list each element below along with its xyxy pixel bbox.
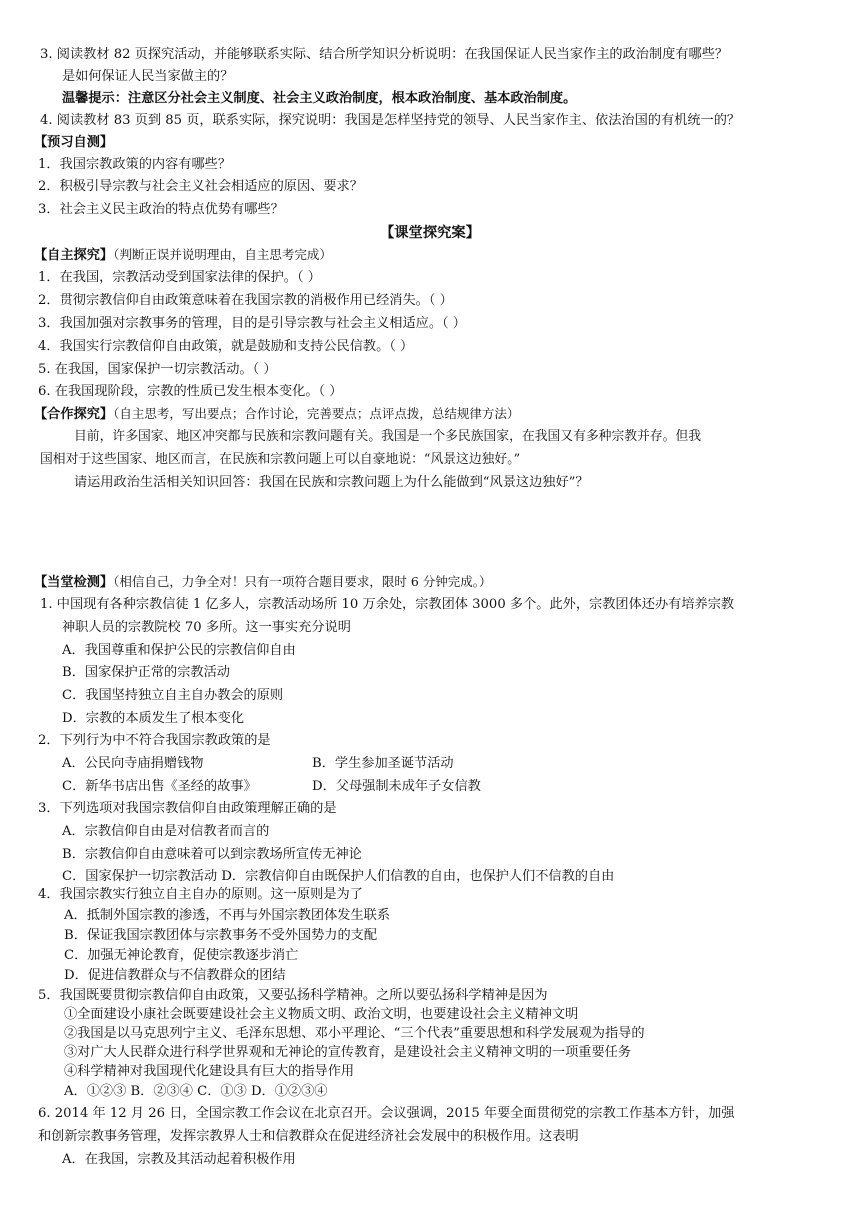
test-q2-option-c: C．新华书店出售《圣经的故事》: [62, 779, 257, 794]
test-q1-line-2: 神职人员的宗教院校 70 多所。这一事实充分说明: [62, 620, 351, 635]
preview-item-3: 3．社会主义民主政治的特点优势有哪些？: [38, 202, 284, 217]
test-q4-option-d: D．促进信教群众与不信教群众的团结: [64, 968, 286, 983]
question-3-line-2: 是如何保证人民当家做主的？: [62, 69, 234, 84]
test-q5-stem: 5．我国既要贯彻宗教信仰自由政策，又要弘扬科学精神。之所以要弘扬科学精神是因为: [38, 988, 548, 1003]
judgement-item-2: 2．贯彻宗教信仰自由政策意味着在我国宗教的消极作用已经消失。（ ）: [38, 293, 453, 308]
test-q5-statement-2: ②我国是以马克思列宁主义、毛泽东思想、邓小平理论、“三个代表”重要思想和科学发展观为指导的: [64, 1026, 645, 1041]
test-q1-option-b: B．国家保护正常的宗教活动: [62, 665, 230, 680]
judgement-item-6: 6. 在我国现阶段，宗教的性质已发生根本变化。（ ）: [38, 384, 343, 399]
inquiry-material-line-2: 国相对于这些国家、地区而言，在民族和宗教问题上可以自豪地说：“风景这边独好。”: [40, 452, 521, 467]
test-q4-option-c: C．加强无神论教育，促使宗教逐步消亡: [64, 948, 299, 963]
cooperative-inquiry-heading: [34, 403, 519, 425]
test-q5-statement-1: ①全面建设小康社会既要建设社会主义物质文明、政治文明，也要建设社会主义精神文明: [64, 1007, 579, 1022]
inquiry-question: 请运用政治生活相关知识回答：我国在民族和宗教问题上为什么能做到“风景这边独好”？: [74, 475, 589, 490]
section-title-classroom-inquiry: 【课堂探究案】: [379, 225, 481, 241]
test-q1-option-d: D．宗教的本质发生了根本变化: [62, 711, 245, 726]
test-q4-stem: 4．我国宗教实行独立自主自办的原则。这一原则是为了: [38, 887, 363, 902]
self-inquiry-label: 【自主探究】: [34, 248, 114, 263]
test-q4-option-a: A．抵制外国宗教的渗透，不再与外国宗教团体发生联系: [64, 908, 391, 923]
in-class-test-label: 【当堂检测】: [34, 575, 114, 590]
inquiry-material-line-1: 目前，许多国家、地区冲突都与民族和宗教问题有关。我国是一个多民族国家，在我国又有多种宗教并存。但我: [74, 429, 702, 444]
question-3-line-1: 3. 阅读教材 82 页探究活动，并能够联系实际、结合所学知识分析说明：在我国保证人民当家作主的政治制度有哪些？: [40, 47, 729, 62]
test-q3-option-c-d: C．国家保护一切宗教活动 D．宗教信仰自由既保护人们信教的自由，也保护人们不信教的自由: [62, 869, 615, 884]
test-q6-option-a: A．在我国，宗教及其活动起着积极作用: [62, 1152, 296, 1167]
test-q2-option-a: A．公民向寺庙捐赠钱物: [62, 756, 204, 771]
test-q6-line-2: 和创新宗教事务管理，发挥宗教界人士和信教群众在促进经济社会发展中的积极作用。这表明: [38, 1129, 579, 1144]
warm-tip: 温馨提示：注意区分社会主义制度、社会主义政治制度，根本政治制度、基本政治制度。: [62, 91, 577, 106]
test-q1-line-1: 1. 中国现有各种宗教信徒 1 亿多人，宗教活动场所 10 万余处，宗教团体 3000 多个。此外，宗教团体还办有培养宗教: [40, 597, 735, 612]
test-q2-option-b: B．学生参加圣诞节活动: [312, 756, 454, 771]
cooperative-inquiry-label: 【合作探究】: [34, 407, 114, 422]
preview-item-2: 2．积极引导宗教与社会主义社会相适应的原因、要求？: [38, 179, 363, 194]
in-class-test-heading: [34, 571, 492, 593]
test-q4-option-b: B．保证我国宗教团体与宗教事务不受外国势力的支配: [64, 928, 378, 943]
self-inquiry-heading: [34, 244, 332, 266]
judgement-item-1: 1．在我国，宗教活动受到国家法律的保护。（ ）: [38, 270, 321, 285]
test-q2-option-d: D．父母强制未成年子女信教: [312, 779, 481, 794]
in-class-test-instruction: （相信自己，力争全对！只有一项符合题目要求，限时 6 分钟完成。）: [113, 574, 492, 589]
test-q3-option-a: A．宗教信仰自由是对信教者而言的: [62, 824, 270, 839]
test-q2-stem: 2．下列行为中不符合我国宗教政策的是: [38, 733, 271, 748]
test-q5-options: A．①②③ B．②③④ C．①③ D．①②③④: [64, 1084, 328, 1099]
test-q1-option-a: A．我国尊重和保护公民的宗教信仰自由: [62, 643, 296, 658]
judgement-item-3: 3．我国加强对宗教事务的管理，目的是引导宗教与社会主义相适应。（ ）: [38, 316, 466, 331]
self-inquiry-instruction: （判断正误并说明理由，自主思考完成）: [113, 247, 332, 262]
test-q5-statement-3: ③对广大人民群众进行科学世界观和无神论的宣传教育，是建设社会主义精神文明的一项重要任务: [64, 1045, 632, 1060]
judgement-item-5: 5. 在我国，国家保护一切宗教活动。（ ）: [38, 362, 277, 377]
test-q6-line-1: 6. 2014 年 12 月 26 日，全国宗教工作会议在北京召开。会议强调，2015 年要全面贯彻党的宗教工作基本方针，加强: [38, 1106, 735, 1121]
test-q1-option-c: C．我国坚持独立自主自办教会的原则: [62, 688, 284, 703]
test-q5-statement-4: ④科学精神对我国现代化建设具有巨大的指导作用: [64, 1064, 355, 1079]
section-heading-preview-test: 【预习自测】: [34, 135, 114, 150]
cooperative-inquiry-instruction: （自主思考，写出要点；合作讨论，完善要点；点评点拨，总结规律方法）: [113, 406, 520, 421]
test-q3-stem: 3．下列选项对我国宗教信仰自由政策理解正确的是: [38, 801, 337, 816]
preview-item-1: 1．我国宗教政策的内容有哪些？: [38, 157, 232, 172]
test-q3-option-b: B．宗教信仰自由意味着可以到宗教场所宣传无神论: [62, 847, 362, 862]
question-4: 4. 阅读教材 83 页到 85 页，联系实际，探究说明：我国是怎样坚持党的领导、人民当家作主、依法治国的有机统一的？: [40, 113, 741, 128]
judgement-item-4: 4．我国实行宗教信仰自由政策，就是鼓励和支持公民信教。（ ）: [38, 339, 414, 354]
